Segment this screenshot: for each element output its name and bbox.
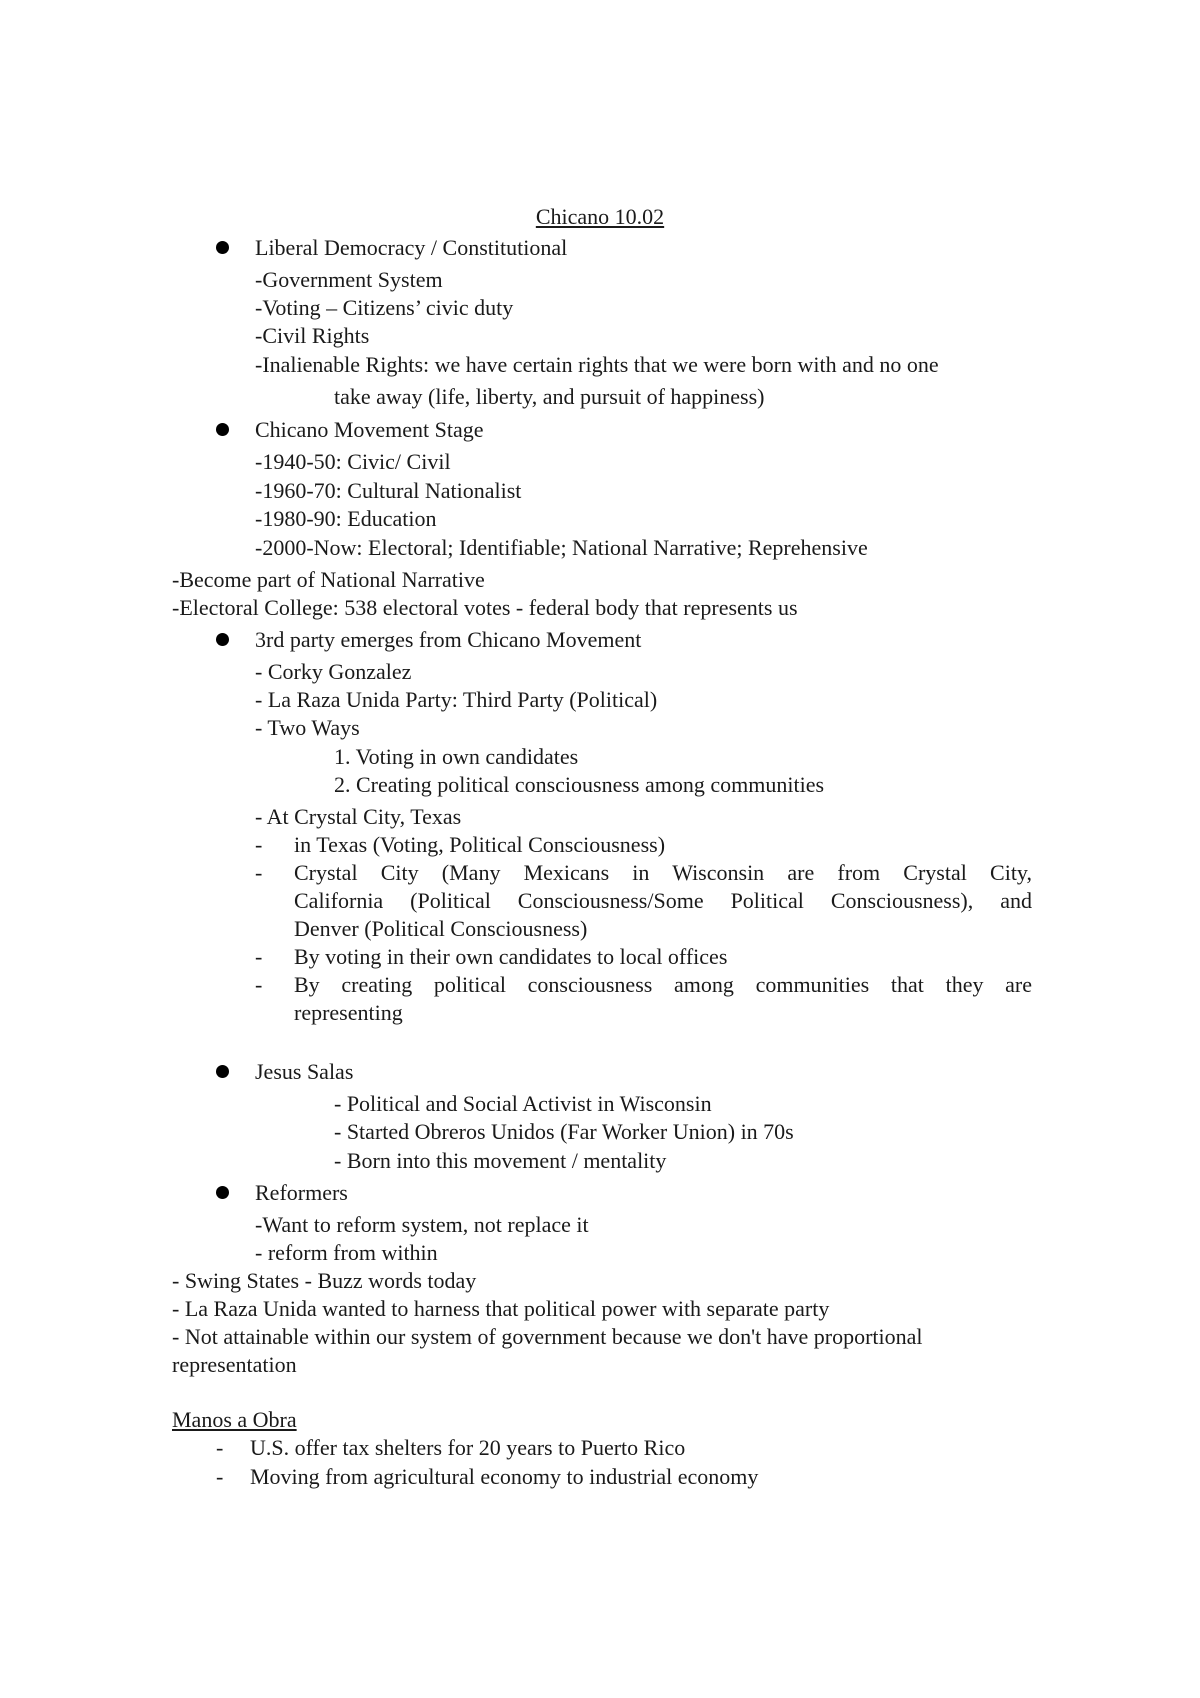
list-item: - Political and Social Activist in Wisconsin	[334, 1091, 712, 1116]
list-item: - At Crystal City, Texas	[255, 804, 462, 829]
subheading-manos-a-obra: Manos a Obra	[172, 1407, 297, 1432]
section-heading-third-party: 3rd party emerges from Chicano Movement	[255, 627, 642, 652]
bullet-icon	[216, 633, 229, 646]
section-heading-liberal-democracy: Liberal Democracy / Constitutional	[255, 235, 568, 260]
section-heading-reformers: Reformers	[255, 1180, 348, 1205]
list-item: - reform from within	[255, 1240, 438, 1265]
note-line: -Electoral College: 538 electoral votes - federal body that represents us	[172, 595, 798, 620]
list-item: -1980-90: Education	[255, 506, 437, 531]
dash-marker: -	[216, 1464, 224, 1489]
list-item: -Want to reform system, not replace it	[255, 1212, 589, 1237]
dash-marker: -	[255, 860, 263, 885]
dash-marker: -	[255, 944, 263, 969]
dash-item-continuation: representing	[294, 1000, 403, 1025]
list-item: -1960-70: Cultural Nationalist	[255, 478, 522, 503]
bullet-icon	[216, 1186, 229, 1199]
dash-marker: -	[255, 832, 263, 857]
dash-item: in Texas (Voting, Political Consciousness)	[294, 832, 666, 857]
section-heading-jesus-salas: Jesus Salas	[255, 1059, 354, 1084]
bullet-icon	[216, 241, 229, 254]
dash-item: By voting in their own candidates to local offices	[294, 944, 728, 969]
dash-marker: -	[216, 1435, 224, 1460]
numbered-item: 1. Voting in own candidates	[334, 744, 579, 769]
list-item: -Civil Rights	[255, 323, 370, 348]
list-item: Moving from agricultural economy to industrial economy	[250, 1464, 759, 1489]
list-item: -Government System	[255, 267, 443, 292]
list-item: -2000-Now: Electoral; Identifiable; National Narrative; Reprehensive	[255, 535, 868, 560]
list-item: -1940-50: Civic/ Civil	[255, 449, 451, 474]
note-line: -Become part of National Narrative	[172, 567, 485, 592]
dash-item: Crystal City (Many Mexicans in Wisconsin are from Crystal City,	[294, 860, 1032, 885]
dash-item-continuation: California (Political Consciousness/Some Political Consciousness), and	[294, 888, 1032, 913]
numbered-item: 2. Creating political consciousness among communities	[334, 772, 825, 797]
note-line: - Not attainable within our system of government because we don't have proportional	[172, 1324, 923, 1349]
note-line: - Swing States - Buzz words today	[172, 1268, 477, 1293]
list-item: U.S. offer tax shelters for 20 years to Puerto Rico	[250, 1435, 686, 1460]
dash-marker: -	[255, 972, 263, 997]
bullet-icon	[216, 423, 229, 436]
list-item: -Voting – Citizens’ civic duty	[255, 295, 514, 320]
page-title: Chicano 10.02	[535, 204, 665, 229]
list-item: - Corky Gonzalez	[255, 659, 412, 684]
list-item: -Inalienable Rights: we have certain rights that we were born with and no one	[255, 352, 939, 377]
list-item: - La Raza Unida Party: Third Party (Political)	[255, 687, 658, 712]
list-item-continuation: take away (life, liberty, and pursuit of happiness)	[334, 384, 765, 409]
bullet-icon	[216, 1065, 229, 1078]
dash-item: By creating political consciousness among communities that they are	[294, 972, 1032, 997]
list-item: - Started Obreros Unidos (Far Worker Union) in 70s	[334, 1119, 794, 1144]
list-item: - Born into this movement / mentality	[334, 1148, 667, 1173]
list-item: - Two Ways	[255, 715, 360, 740]
section-heading-chicano-movement-stage: Chicano Movement Stage	[255, 417, 484, 442]
note-line: - La Raza Unida wanted to harness that political power with separate party	[172, 1296, 830, 1321]
note-line-continuation: representation	[172, 1352, 297, 1377]
dash-item-continuation: Denver (Political Consciousness)	[294, 916, 588, 941]
